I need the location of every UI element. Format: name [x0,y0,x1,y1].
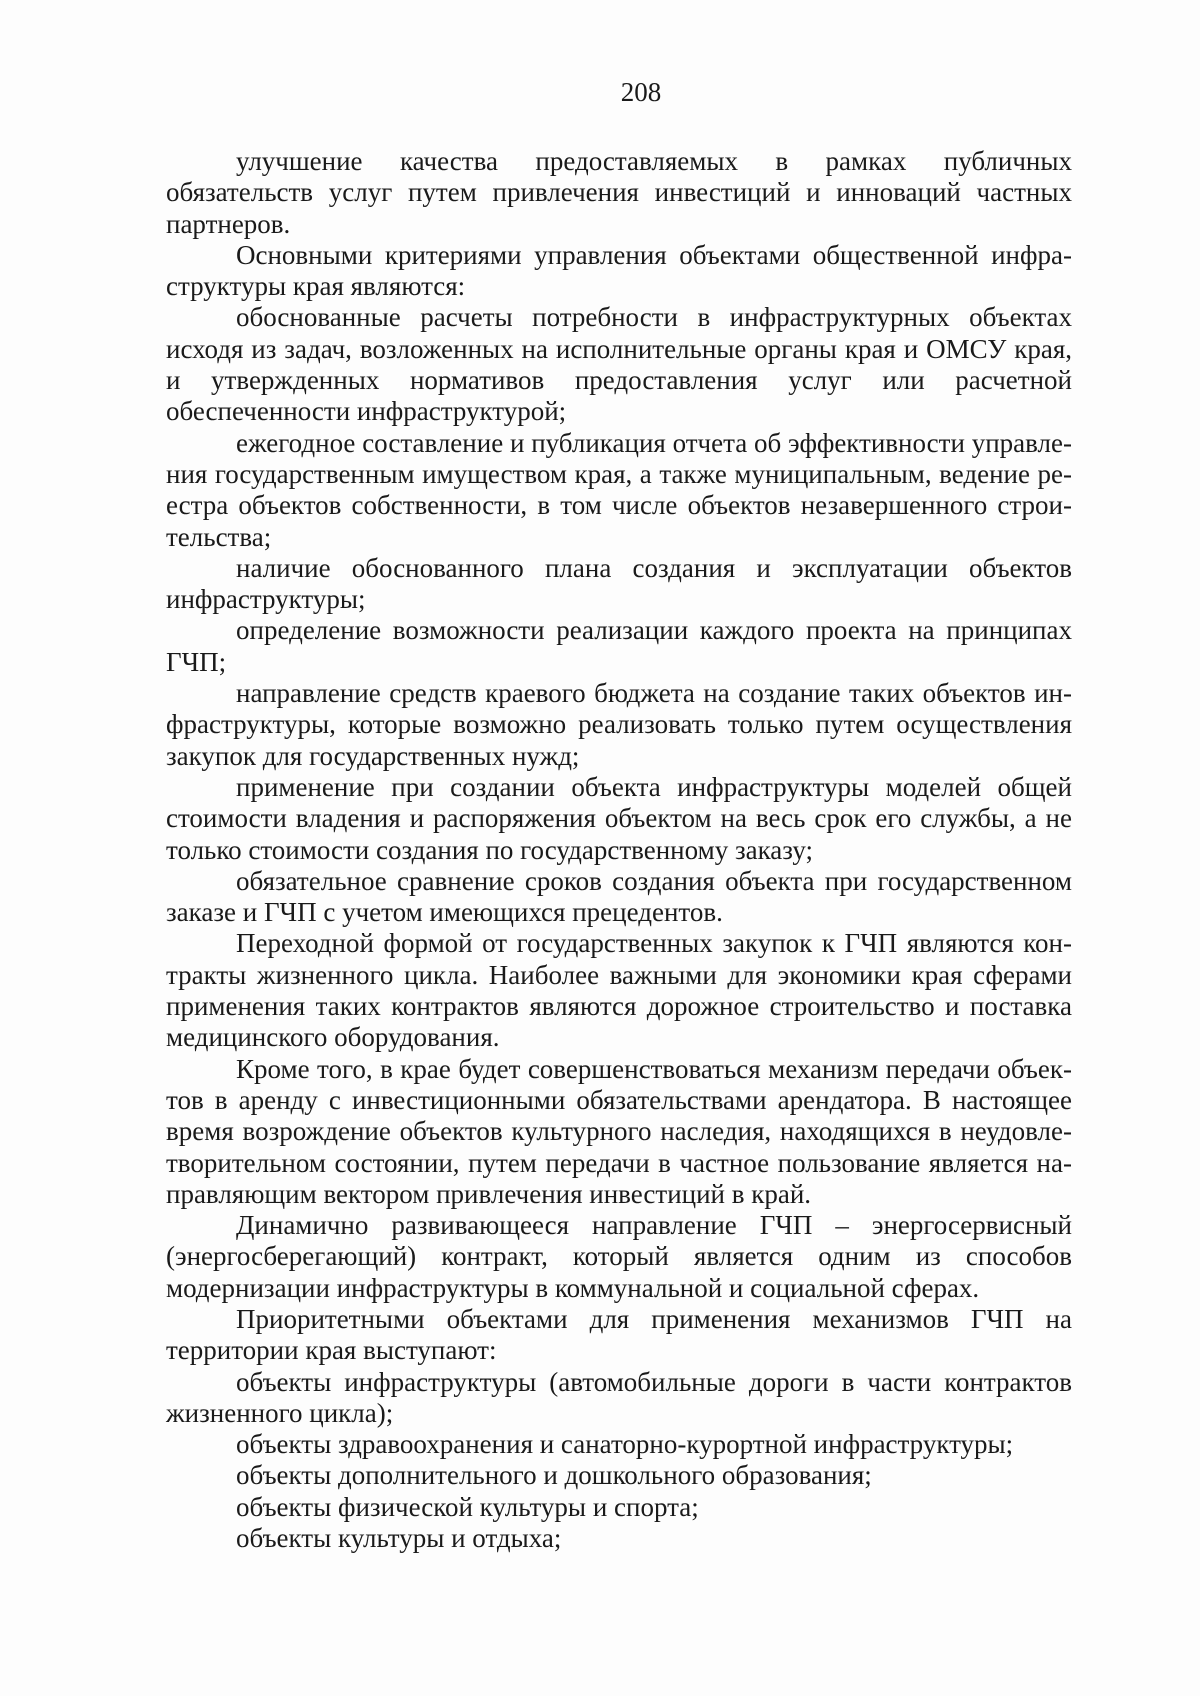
list-item-4: объекты физической культуры и спорта; [236,1491,699,1522]
paragraph-3: обоснованные расчеты потребности в инфраструктурных объектах исходя из задач, возложенных на исполнительные органы края и ОМСУ края, и утвержденных нормативов предоставления услуг или расчетной обеспеченности инфраструктурой; [166,302,1072,427]
paragraph-9: обязательное сравнение сроков создания объекта при государственном заказе и ГЧП с учетом имеющихся прецедентов. [166,865,1072,928]
paragraph-5: наличие обоснованного плана создания и эксплуатации объектов инфраструктуры; [166,552,1072,615]
body-text [166,146,1072,1554]
list-item-2: объекты здравоохранения и санаторно-курортной инфраструктуры; [236,1429,1014,1460]
paragraph-4: ежегодное составление и публикация отчета об эффективности управления государственным имуществом края, а также муниципальным, ведение реестра объектов собственности, в том числе объектов незавершенного строительства; [166,427,1072,552]
paragraph-6: определение возможности реализации каждого проекта на принципах ГЧП; [166,615,1072,677]
paragraph-2: Основными критериями управления объектами общественной инфраструктуры края являются: [166,239,1072,302]
paragraph-1: улучшение качества предоставляемых в рамках публичных обязательств услуг путем привлечения инвестиций и инноваций частных партнеров. [166,146,1072,239]
list-item-3: объекты дополнительного и дошкольного образования; [236,1460,872,1491]
page-number: 208 [620,77,662,107]
paragraph-10: Переходной формой от государственных закупок к ГЧП являются контракты жизненного цикла. Наиболее важными для экономики края сферами применения таких контрактов являются дорожное строительство и поставка медицинского оборудования. [166,928,1072,1053]
list-item-5: объекты культуры и отдыха; [236,1523,562,1554]
paragraph-7: направление средств краевого бюджета на создание таких объектов инфраструктуры, которые возможно реализовать только путем осуществления закупок для государственных нужд; [166,678,1072,771]
list-item-1: объекты инфраструктуры (автомобильные дороги в части контрактов жизненного цикла); [166,1366,1072,1428]
paragraph-12: Динамично развивающееся направление ГЧП – энергосервисный (энергосберегающий) контракт, который является одним из способов модернизации инфраструктуры в коммунальной и социальной сферах. [166,1210,1072,1303]
paragraph-13: Приоритетными объектами для применения механизмов ГЧП на территории края выступают: [166,1303,1072,1366]
paragraph-11: Кроме того, в крае будет совершенствоваться механизм передачи объектов в аренду с инвестиционными обязательствами арендатора. В настоящее время возрождение объектов культурного наследия, находящихся в неудовлетворительном состоянии, путем передачи в частное пользование является направляющим вектором привлечения инвестиций в край. [166,1053,1072,1209]
paragraph-8: применение при создании объекта инфраструктуры моделей общей стоимости владения и распоряжения объектом на весь срок его службы, а не только стоимости создания по государственному заказу; [166,771,1072,865]
